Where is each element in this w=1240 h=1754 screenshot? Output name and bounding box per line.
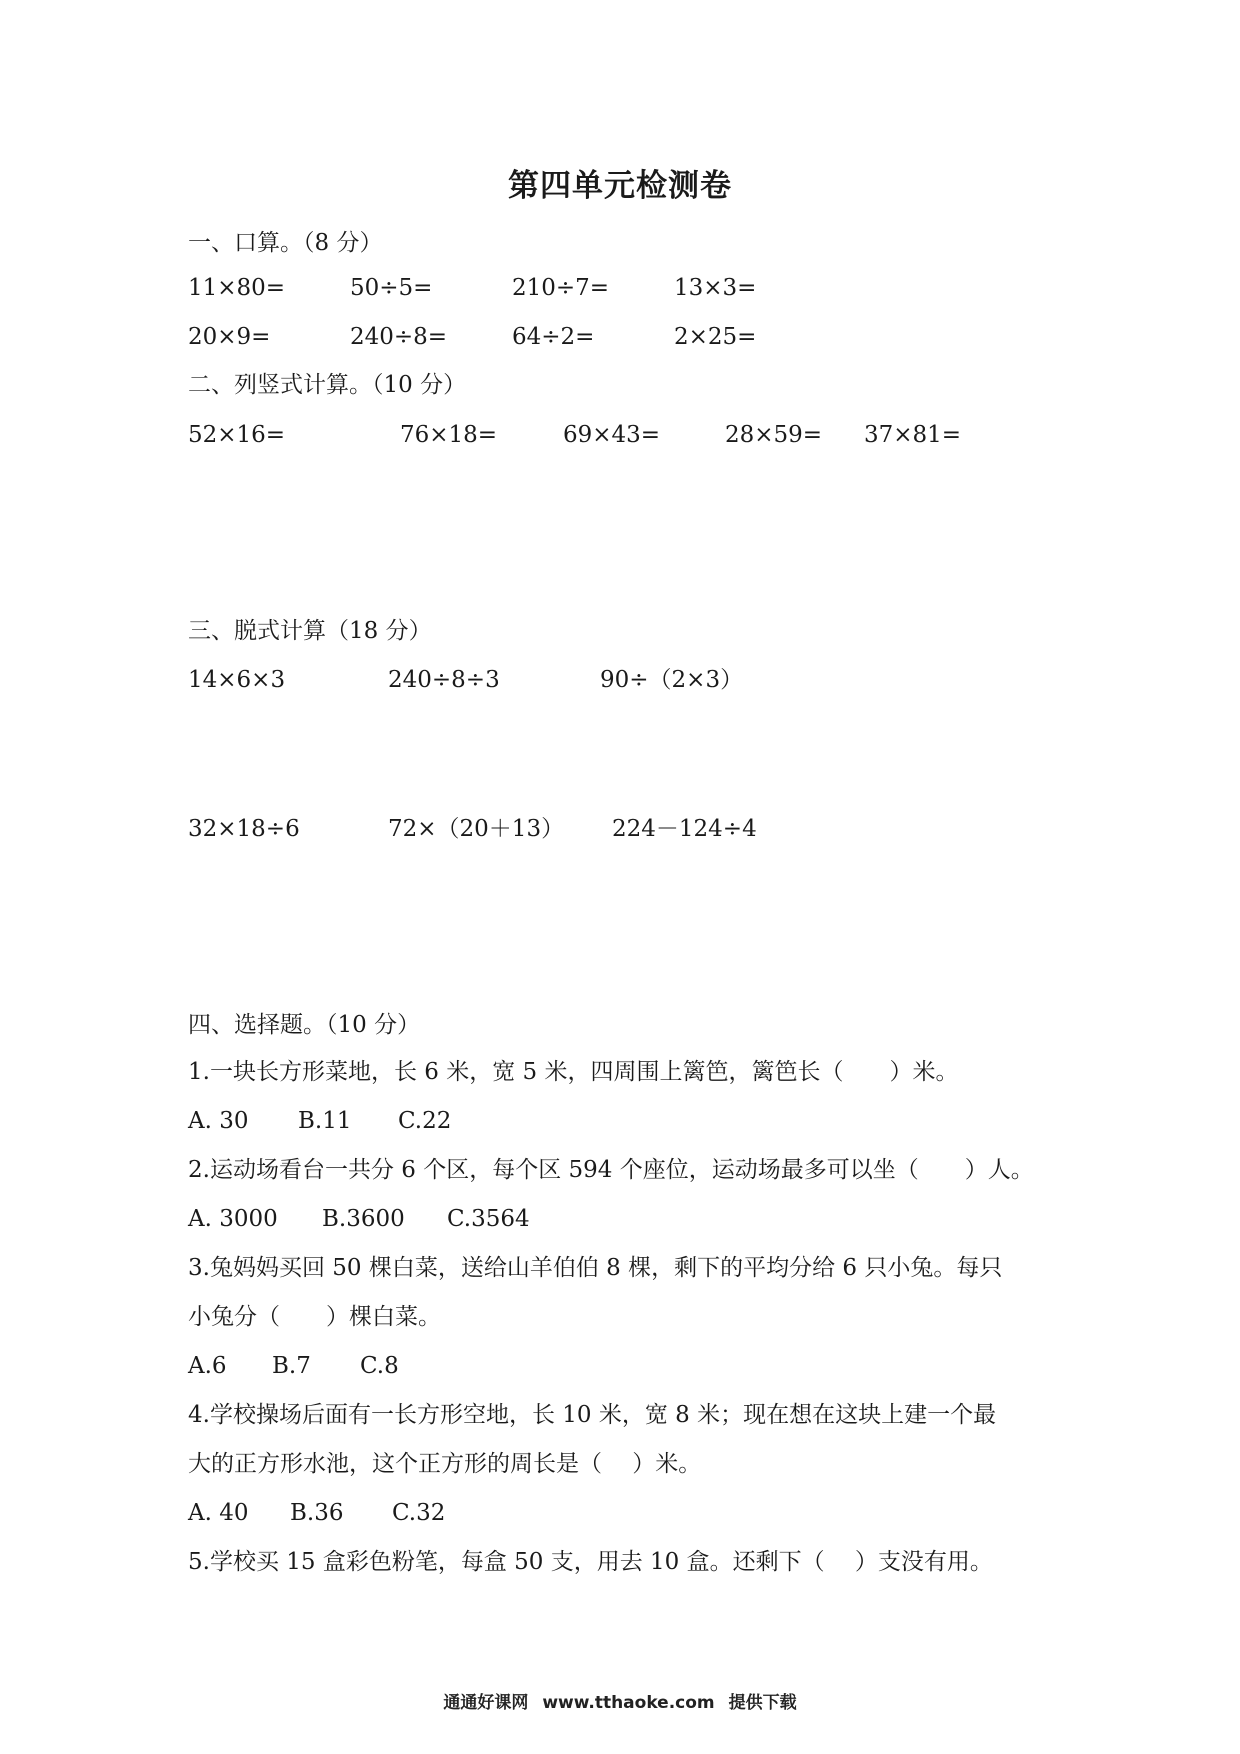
question-3-line-1: 3.兔妈妈买回 50 棵白菜，送给山羊伯伯 8 棵，剩下的平均分给 6 只小兔。每只	[188, 1255, 1003, 1281]
option-b: B.11	[298, 1108, 352, 1134]
section-2-heading: 二、列竖式计算。（10 分）	[188, 372, 467, 398]
oral-calc-item: 210÷7=	[512, 275, 610, 301]
option-a: A. 3000	[188, 1206, 278, 1232]
question-3-line-2: 小兔分（ ）棵白菜。	[188, 1304, 441, 1330]
step-calc-item: 90÷（2×3）	[600, 667, 744, 693]
page-title: 第四单元检测卷	[508, 168, 732, 204]
section-4-heading: 四、选择题。（10 分）	[188, 1012, 421, 1038]
oral-calc-item: 11×80=	[188, 275, 286, 301]
section-3-heading: 三、脱式计算（18 分）	[188, 618, 432, 644]
oral-calc-item: 64÷2=	[512, 324, 595, 350]
footer	[0, 1688, 1240, 1713]
oral-calc-item: 50÷5=	[350, 275, 433, 301]
question-4-line-2: 大的正方形水池，这个正方形的周长是（ ）米。	[188, 1451, 702, 1477]
option-c: C.8	[360, 1353, 399, 1379]
oral-calc-item: 240÷8=	[350, 324, 448, 350]
footer-url[interactable]: www.tthaoke.com	[542, 1693, 715, 1713]
vertical-calc-item: 69×43=	[563, 422, 661, 448]
option-c: C.3564	[447, 1206, 530, 1232]
footer-site-name: 通通好课网	[443, 1693, 529, 1713]
option-a: A. 40	[188, 1500, 249, 1526]
vertical-calc-item: 52×16=	[188, 422, 286, 448]
question-5: 5.学校买 15 盒彩色粉笔，每盒 50 支，用去 10 盒。还剩下（ ）支没有用。	[188, 1549, 993, 1575]
oral-calc-item: 2×25=	[674, 324, 757, 350]
option-a: A.6	[188, 1353, 227, 1379]
oral-calc-item: 20×9=	[188, 324, 271, 350]
step-calc-item: 32×18÷6	[188, 816, 300, 842]
step-calc-item: 224－124÷4	[612, 816, 757, 842]
step-calc-item: 240÷8÷3	[388, 667, 500, 693]
step-calc-item: 14×6×3	[188, 667, 286, 693]
vertical-calc-item: 28×59=	[725, 422, 823, 448]
footer-suffix: 提供下载	[728, 1693, 797, 1713]
option-c: C.32	[392, 1500, 446, 1526]
option-b: B.7	[272, 1353, 311, 1379]
step-calc-item: 72×（20＋13）	[388, 816, 565, 842]
option-b: B.3600	[322, 1206, 405, 1232]
option-a: A. 30	[188, 1108, 249, 1134]
vertical-calc-item: 37×81=	[864, 422, 962, 448]
section-1-heading: 一、口算。（8 分）	[188, 230, 383, 256]
option-c: C.22	[398, 1108, 452, 1134]
option-b: B.36	[290, 1500, 344, 1526]
oral-calc-item: 13×3=	[674, 275, 757, 301]
question-1: 1.一块长方形菜地，长 6 米，宽 5 米，四周围上篱笆，篱笆长（ ）米。	[188, 1059, 959, 1085]
question-4-line-1: 4.学校操场后面有一长方形空地，长 10 米，宽 8 米；现在想在这块上建一个最	[188, 1402, 997, 1428]
question-2: 2.运动场看台一共分 6 个区，每个区 594 个座位，运动场最多可以坐（ ）人。	[188, 1157, 1034, 1183]
vertical-calc-item: 76×18=	[400, 422, 498, 448]
